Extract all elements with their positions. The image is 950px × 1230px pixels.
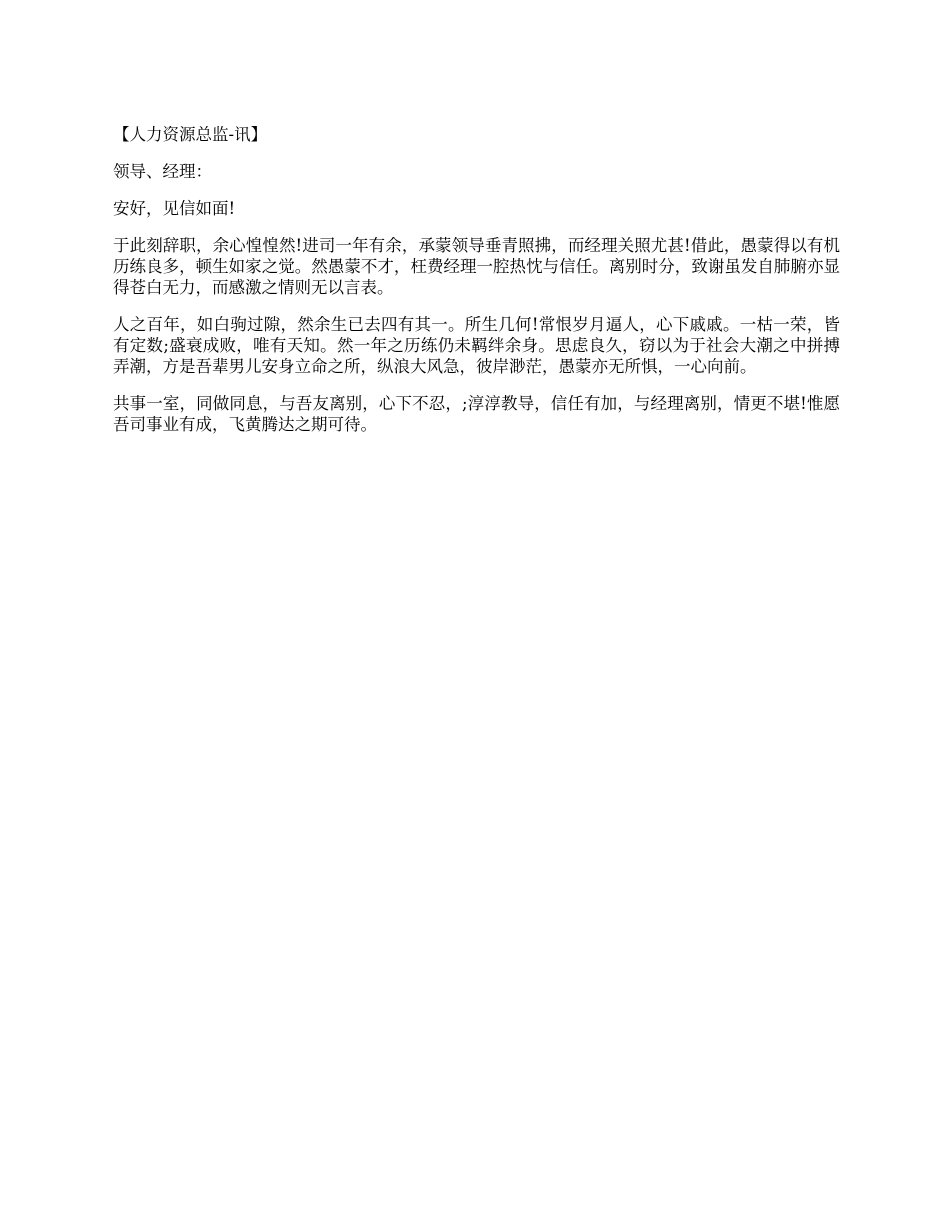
body-paragraph-3: 共事一室，同做同息，与吾友离别，心下不忍，;淳淳教导，信任有加，与经理离别，情更不堪!惟愿吾司事业有成，飞黄腾达之期可待。 xyxy=(113,394,840,434)
document-page xyxy=(113,124,840,451)
body-paragraph-1: 于此刻辞职，余心惶惶然!进司一年有余，承蒙领导垂青照拂，而经理关照尤甚!借此，愚蒙得以有机历练良多，顿生如家之觉。然愚蒙不才，枉费经理一腔热忱与信任。离别时分，致谢虽发自肺腑亦显得苍白无力，而感激之情则无以言表。 xyxy=(113,236,840,297)
salutation: 领导、经理： xyxy=(113,162,212,181)
body-paragraph-2: 人之百年，如白驹过隙，然余生已去四有其一。所生几何!常恨岁月逼人，心下戚戚。一枯一荣，皆有定数;盛衰成败，唯有天知。然一年之历练仍未羁绊余身。思虑良久，窃以为于社会大潮之中拼搏弄潮，方是吾辈男儿安身立命之所，纵浪大风急，彼岸渺茫，愚蒙亦无所惧，一心向前。 xyxy=(113,315,840,376)
greeting: 安好，见信如面! xyxy=(113,199,236,218)
document-title: 【人力资源总监-讯】 xyxy=(113,125,268,144)
